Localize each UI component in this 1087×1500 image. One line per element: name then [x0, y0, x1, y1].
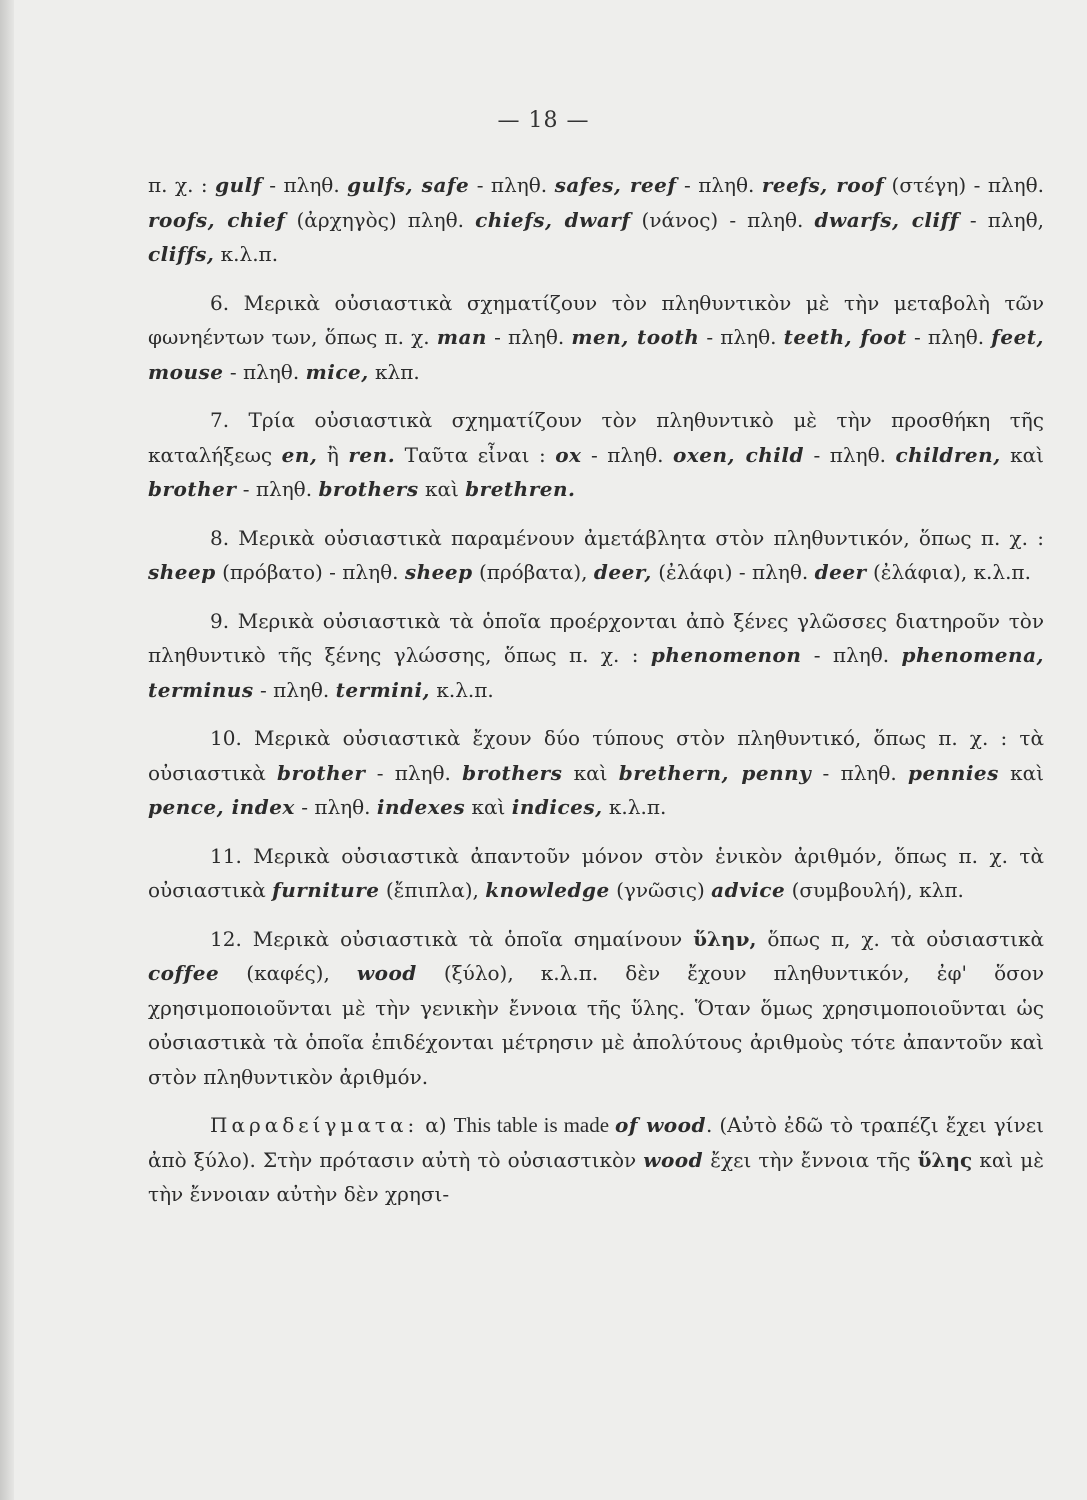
paragraph-6: [148, 286, 1044, 390]
text-run: (στέγη) - πληθ.: [884, 173, 1045, 197]
page-binding-edge: [0, 0, 14, 1500]
text-run: ὅπως π, χ. τὰ οὐσιαστικὰ: [756, 926, 1044, 951]
english-term: cliffs,: [148, 242, 215, 266]
english-term: brother: [148, 477, 237, 501]
text-run: 10. Μερικὰ οὐσιαστικὰ ἔχουν δύο τύπους στὸν πληθυντικό, ὅπως π. χ. : τὰ οὐσιαστικὰ: [148, 726, 1044, 785]
text-run: - πληθ.: [365, 760, 463, 785]
text-run: (γνῶσις): [609, 878, 712, 902]
english-term: wood: [356, 961, 417, 985]
text-run: κλπ.: [368, 359, 420, 384]
text-run: καὶ: [1000, 442, 1045, 467]
text-run: κ.λ.π.: [214, 242, 279, 266]
body-text: [148, 168, 1044, 1226]
emphasized-term: ὕλης: [917, 1147, 973, 1172]
text-run: (ξύλο), κ.λ.π. δὲν ἔχουν πληθυντικόν, ἐφ' ὅσον χρησιμοποιοῦνται μὲ τὴν γενικὴν ἔννοια τῆς ὕλης. Ὅταν ὅμως χρησιμοποιοῦνται ὡς οὐσιαστικὰ τὰ ὁποῖα ἐπιδέχονται μέτρησιν μὲ ἀπολύτους ἀριθμοὺς τότε ἀπαντοῦν καὶ στὸν πληθυντικὸν ἀριθμόν.: [148, 961, 1044, 1089]
paragraph-8: [148, 521, 1044, 590]
english-term: phenomena, terminus: [148, 643, 1044, 702]
english-term: of wood: [614, 1113, 706, 1137]
english-term: reefs, roof: [761, 173, 885, 197]
english-term: coffee: [148, 961, 220, 985]
paragraph-12: [148, 922, 1044, 1095]
text-run: Ταῦτα εἶναι :: [395, 442, 556, 467]
english-term: indices,: [511, 795, 603, 819]
english-term: gulfs, safe: [347, 173, 470, 197]
text-run: - πληθ.: [294, 795, 377, 819]
english-term: dwarfs, cliff: [814, 207, 959, 232]
paragraph-11: [148, 839, 1044, 908]
text-run: (συμβουλή), κλπ.: [785, 878, 964, 902]
english-term: ren.: [348, 442, 396, 467]
text-run: (νάνος) - πληθ.: [630, 207, 815, 232]
text-run: καὶ: [562, 760, 619, 785]
paragraph-9: [148, 604, 1044, 708]
text-run: π. χ. :: [148, 173, 216, 197]
english-term: oxen, child: [672, 442, 804, 467]
text-run: - πληθ.: [699, 325, 784, 349]
english-term: brethern, penny: [618, 760, 812, 785]
text-run: - πληθ.: [486, 325, 572, 349]
english-term: deer,: [593, 560, 652, 584]
english-term: teeth, foot: [783, 325, 907, 349]
paragraph-7: [148, 403, 1044, 507]
text-run: - πληθ.: [236, 477, 319, 501]
text-run: κ.λ.π.: [602, 795, 667, 819]
text-run: - πληθ.: [469, 173, 555, 197]
english-term: brothers: [462, 760, 563, 785]
english-term: knowledge: [485, 878, 610, 902]
english-term: indexes: [376, 795, 466, 819]
paragraph-10: [148, 721, 1044, 825]
text-run: (ἐλάφι) - πληθ.: [651, 560, 815, 584]
english-term: men, tooth: [571, 325, 700, 349]
english-term: deer: [814, 560, 867, 584]
english-term: brother: [277, 760, 366, 785]
text-run: (ἀρχηγὸς) πληθ.: [285, 207, 476, 232]
text-run: - πληθ,: [958, 207, 1044, 232]
text-run: 7. Τρία οὐσιαστικὰ σχηματίζουν τὸν πληθυντικὸ μὲ τὴν προσθήκη τῆς καταλήξεως: [148, 408, 1044, 467]
paragraph-examples: [148, 1108, 1044, 1212]
text-run: (ἐλάφια), κ.λ.π.: [866, 560, 1031, 584]
english-term: safes, reef: [554, 173, 677, 197]
text-run: (πρόβατα),: [472, 560, 594, 584]
english-term: sheep: [404, 560, 473, 584]
english-term: furniture: [272, 878, 380, 902]
english-term: feet, mouse: [148, 325, 1045, 384]
text-run: - πληθ.: [676, 173, 762, 197]
english-term: children,: [895, 442, 1001, 467]
text-run: καὶ: [998, 760, 1045, 785]
text-run: 9. Μερικὰ οὐσιαστικὰ τὰ ὁποῖα προέρχονται ἀπὸ ξένες γλῶσσες διατηροῦν τὸν πληθυντικὸ τῆς ξένης γλώσσης, ὅπως π. χ. :: [148, 608, 1044, 667]
text-run: 8. Μερικὰ οὐσιαστικὰ παραμένουν ἀμετάβλητα στὸν πληθυντικόν, ὅπως π. χ. :: [210, 525, 1044, 550]
english-term: termini,: [335, 677, 431, 702]
english-term: gulf: [215, 173, 262, 197]
page-number: — 18 —: [497, 108, 590, 133]
english-term: pennies: [908, 760, 999, 785]
text-run: ἔχει τὴν ἔννοια τῆς: [703, 1147, 918, 1172]
text-run: (ἔπιπλα),: [379, 878, 486, 902]
text-run: - πληθ.: [581, 442, 673, 467]
english-term: brethren.: [465, 477, 576, 501]
english-term: chiefs, dwarf: [475, 207, 631, 232]
text-run: - πληθ.: [801, 643, 902, 667]
english-term: phenomenon: [650, 643, 802, 667]
emphasized-term: ὕλην,: [693, 926, 757, 951]
text-run: (πρόβατο) - πληθ.: [215, 560, 405, 584]
text-run: 11. Μερικὰ οὐσιαστικὰ ἀπαντοῦν μόνον στὸν ἑνικὸν ἀριθμόν, ὅπως π. χ. τὰ οὐσιαστικὰ: [148, 843, 1044, 902]
paragraph-intro-examples: [148, 168, 1044, 272]
text-run: - πληθ.: [811, 760, 909, 785]
english-term: pence, index: [148, 795, 295, 819]
text-run: κ.λ.π.: [430, 677, 494, 702]
text-run: καὶ μὲ τὴν ἔννοιαν αὐτὴν δὲν χρησι-: [148, 1147, 1045, 1206]
english-sentence: This table is made: [453, 1113, 615, 1137]
text-run: (καφές),: [219, 961, 357, 985]
text-run: - πληθ.: [906, 325, 992, 349]
text-run: - πληθ.: [253, 677, 336, 702]
english-term: sheep: [148, 560, 216, 584]
english-term: roofs, chief: [148, 207, 286, 232]
examples-heading: Παραδείγματα:: [210, 1113, 419, 1137]
text-run: ἢ: [317, 442, 349, 467]
english-term: ox: [555, 442, 582, 467]
english-term: brothers: [318, 477, 419, 501]
text-run: 12. Μερικὰ οὐσιαστικὰ τὰ ὁποῖα σημαίνουν: [210, 926, 694, 951]
english-term: en,: [281, 442, 318, 467]
text-run: . (Αὐτὸ ἐδῶ τὸ τραπέζι ἔχει γίνει ἀπὸ ξύλο). Στὴν πρότασιν αὐτὴ τὸ οὐσιαστικὸν: [148, 1113, 1044, 1172]
text-run: α): [418, 1113, 454, 1137]
text-run: - πληθ.: [261, 173, 348, 197]
text-run: - πληθ.: [223, 359, 306, 384]
text-run: καὶ: [465, 795, 512, 819]
english-term: mice,: [305, 359, 369, 384]
english-term: man: [436, 325, 487, 349]
text-run: 6. Μερικὰ οὐσιαστικὰ σχηματίζουν τὸν πληθυντικὸν μὲ τὴν μεταβολὴ τῶν φωνηέντων των, ὅπως π. χ.: [148, 290, 1044, 349]
english-term: advice: [711, 878, 786, 902]
text-run: - πληθ.: [804, 442, 896, 467]
text-run: καὶ: [418, 477, 466, 501]
english-term: wood: [643, 1147, 704, 1172]
